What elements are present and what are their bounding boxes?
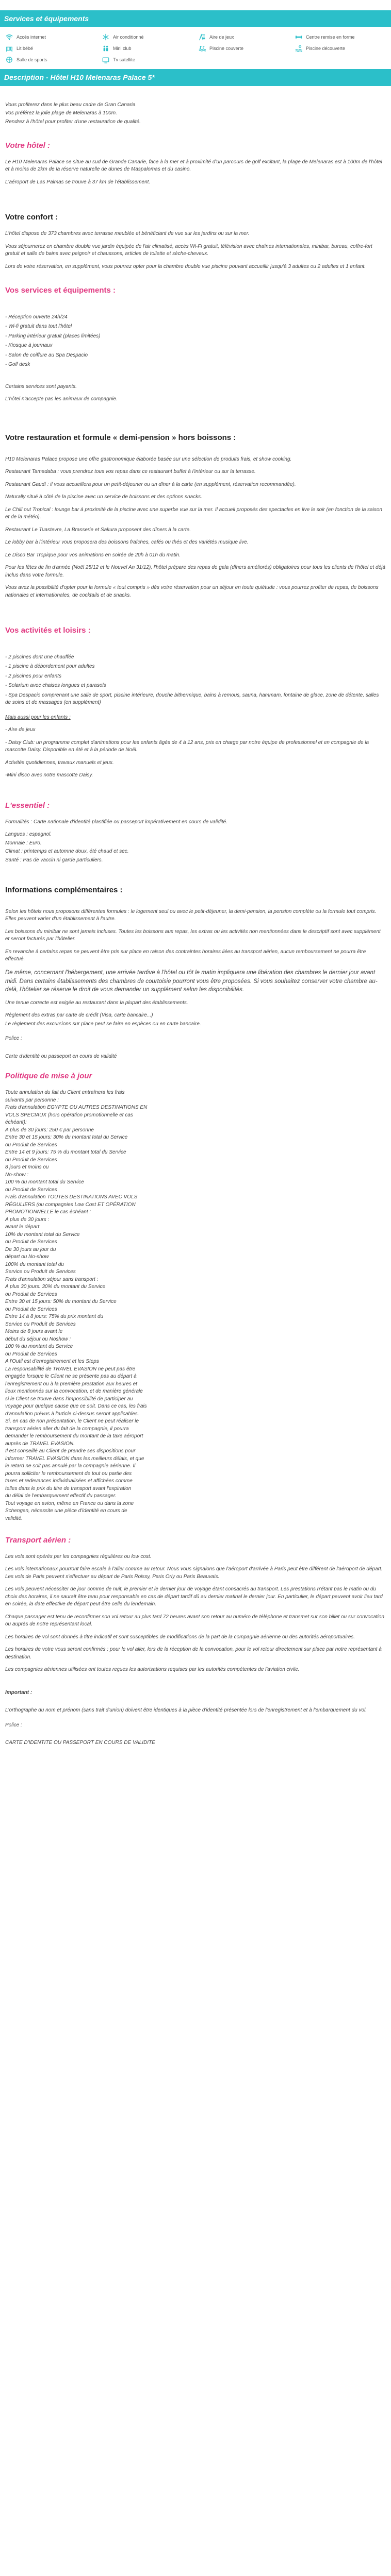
resto-text: Restaurant Tamadaba : vous prendrez tous vos repas dans ce restaurant buffet à l'intérieur ou sur la terrasse. (5, 469, 256, 475)
police-text: Carte d'identité ou passeport en cours de validité (5, 1053, 117, 1059)
important-label: Important : (5, 1689, 32, 1696)
leisure-kids-title: Mais aussi pour les enfants : (5, 714, 71, 720)
essentiel-text: Langues : espagnol. (5, 832, 52, 838)
resto-text: Le lobby bar à l'intérieur vous proposera des boissons fraîches, cafés ou thés et des variétés musique live. (5, 539, 249, 546)
service-label: Aire de jeux (209, 34, 234, 40)
cancel-line: auprès de TRAVEL EVASION. (5, 1440, 75, 1447)
list-item: - 2 piscines pour enfants (5, 673, 61, 679)
transport-text: Les compagnies aériennes utilisées ont toutes reçues les autorisations requises par les autorités compétentes de l'aviation civile. (5, 1667, 300, 1673)
police2-label: Police : (5, 1722, 22, 1728)
cancel-line: 100 % du montant du Service (5, 1344, 73, 1350)
cancel-line: A plus de 30 jours: 250 € par personne (5, 1127, 94, 1133)
list-item: - 2 piscines dont une chauffée (5, 654, 74, 660)
cancel-line: demander le remboursement du montant de la taxe aéroport (5, 1433, 143, 1439)
list-item: - Parking intérieur gratuit (places limitées) (5, 333, 101, 339)
cancel-line: Moins de 8 jours avant le (5, 1329, 63, 1335)
cancel-line: Toute annulation du fait du Client entraînera les frais (5, 1090, 125, 1096)
cancel-line: du délai de l'embarquement effectif du passager. (5, 1493, 117, 1499)
cancel-line: Si, en cas de non présentation, le Client ne peut réaliser le (5, 1418, 139, 1425)
cancel-line: Service ou Produit de Services (5, 1321, 76, 1327)
service-item (198, 33, 289, 41)
leisure-list (5, 654, 386, 707)
intro-block (5, 101, 386, 126)
leisure-kids-item: - Daisy Club: un programme complet d'animations pour les enfants âgés de 4 à 12 ans, pris en charge par notre équipe de professionnel et en compagnie de la mascotte Daisy. Disponible en été et à la période de Noël. (5, 739, 369, 753)
cancel-line: ou Produit de Services (5, 1157, 57, 1163)
info-text: Les boissons du minibar ne sont jamais incluses. Toutes les boissons aux repas, les extras ou les activités non mentionnées dans le descriptif sont avec supplément et seront facturés par l'hôtelier. (5, 928, 381, 942)
service-label: Lit bébé (17, 45, 34, 51)
info-text: En revanche à certains repas ne peuvent être pris sur place en raison des contraintes horaires liées au transport aérien, aucun remboursement ne pourra être effectué. (5, 948, 366, 962)
list-item: - Salon de coiffure au Spa Despacio (5, 352, 88, 358)
cancel-line: Frais d'annulation séjour sans transport : (5, 1276, 99, 1282)
comfort-text: L'hôtel dispose de 373 chambres avec terrasse meublée et bénéficiant de vue sur les jardins ou sur la mer. (5, 231, 250, 237)
transport-text: Chaque passager est tenu de reconfirmer son vol retour au plus tard 72 heures avant son retour au numéro de téléphone et transmet sur son billet ou sur convocation ou auprès de notre représentant local. (5, 1614, 384, 1628)
cancel-line: ou Produit de Services (5, 1351, 57, 1357)
resto-text: H10 Melenaras Palace propose une offre gastronomique élaborée basée sur une sélection de produits frais, et show cooking. (5, 456, 292, 462)
info-title: Informations complémentaires : (5, 886, 123, 895)
cancel-line: d'annulation prévus à l'article ci-dessus seront applicables. (5, 1411, 139, 1417)
transport-text: Les horaires de vol sont donnés à titre indicatif et sont susceptibles de modifications de la part de la compagnie aérienne ou des autorités aéroportuaires. (5, 1634, 355, 1640)
cancel-line: validité. (5, 1515, 23, 1521)
list-item: - Kiosque à journaux (5, 343, 53, 349)
cancel-line: pourra solliciter le remboursement de tout ou partie des (5, 1470, 132, 1477)
kids-club-icon (102, 44, 110, 53)
resto-text: Vous avez la possibilité d'opter pour la formule « tout compris » dès votre réservation pour un séjour en toute quiétude : vous pourrez profiter de repas, de boissons nationales et internationales, de cocktails et de snacks. (5, 585, 379, 598)
info-text: Règlement des extras par carte de crédit (Visa, carte bancaire...) (5, 1012, 153, 1019)
resto-text: Le Disco Bar Tropique pour vos animations en soirée de 20h à 01h du matin. (5, 552, 181, 558)
service-item (295, 33, 386, 41)
service-label: Mini club (113, 45, 132, 51)
hotel-text: L'aéroport de Las Palmas se trouve à 37 km de l'établissement. (5, 179, 151, 185)
cancel-line: Schengen, nécessite une pièce d'identité en cours de (5, 1508, 127, 1514)
pool-icon (198, 44, 206, 53)
intro-line: Vous profiterez dans le plus beau cadre de Gran Canaria (5, 101, 136, 108)
services-list (5, 314, 386, 369)
service-item (198, 44, 289, 53)
essentiel-title: L'essentiel : (5, 801, 50, 810)
cancel-line: A plus de 30 jours : (5, 1216, 50, 1223)
cancel-line: ou Produit de Services (5, 1142, 57, 1148)
description-content (0, 101, 391, 1747)
cancel-policy (5, 1089, 386, 1522)
service-label: Piscine couverte (209, 45, 244, 51)
description-header: Description - Hôtel H10 Melenaras Palace 5* (0, 69, 391, 86)
resto-text: Le Chill out Tropical : lounge bar à proximité de la piscine avec une superbe vue sur la mer. Il accueil proposés des spectacles en live le soir (en fonction de la saison et de la météo). (5, 506, 382, 520)
cancel-line: suivants par personne : (5, 1097, 59, 1103)
service-label: Salle de sports (17, 57, 47, 62)
transport-title: Transport aérien : (5, 1536, 71, 1545)
transport-text: Les vols sont opérés par les compagnies régulières ou low cost. (5, 1553, 152, 1560)
intro-line: Rendrez à l'hôtel pour profiter d'une restauration de qualité. (5, 118, 141, 125)
service-item (5, 56, 96, 64)
cancel-line: Entre 14 et 9 jours: 75 % du montant total du Service (5, 1149, 126, 1156)
list-item: - Wi-fi gratuit dans tout l'hôtel (5, 324, 72, 330)
leisure-kids-item: Activités quotidiennes, travaux manuels et jeux. (5, 759, 114, 766)
info-text: Le règlement des excursions sur place peut se faire en espèces ou en carte bancaire. (5, 1021, 201, 1027)
service-item (295, 44, 386, 53)
cancel-line: No-show : (5, 1172, 29, 1178)
service-label: Centre remise en forme (306, 34, 355, 40)
cancel-line: De 30 jours au jour du (5, 1246, 56, 1252)
sports-hall-icon (5, 56, 13, 64)
crib-icon (5, 44, 13, 53)
cancel-line: 100 % du montant total du Service (5, 1179, 84, 1185)
intro-line: Vos préférez la jolie plage de Melenaras à 100m. (5, 110, 117, 116)
info-text: Selon les hôtels nous proposons différentes formules : le logement seul ou avec le petit-déjeuner, la demi-pension, la pension complète ou la formule tout compris. Elles peuvent varier d'un établissement à l'autre. (5, 908, 377, 922)
cancel-line: A l'Outil est d'enregistrement et les Steps (5, 1359, 99, 1365)
tv-icon (102, 56, 110, 64)
list-item: - Solarium avec chaises longues et parasols (5, 683, 106, 689)
cancel-line: telles dans le prix du titre de transport avant l'expiration (5, 1485, 132, 1492)
snowflake-icon (102, 33, 110, 41)
service-label: Piscine découverte (306, 45, 346, 51)
police-label: Police : (5, 1036, 22, 1042)
comfort-title: Votre confort : (5, 213, 58, 222)
hotel-text: Le H10 Melenaras Palace se situe au sud de Grande Canarie, face à la mer et à proximité d'un parcours de golf excitant, la plage de Melenaras est à 100m de l'hôtel et à moins de 2km de la réserve naturelle de dunes de Maspalomas et du casino. (5, 159, 382, 173)
cancel-line: lieux mentionnés sur la convocation, et de manière générale (5, 1388, 143, 1395)
cancel-line: ou Produit de Services (5, 1306, 57, 1312)
resto-text: Restaurant Gaudí : il vous accueillera pour un petit-déjeuner ou un dîner à la carte (en supplément, réservation recommandée). (5, 481, 296, 487)
cancel-line: voyage pour quelque cause que ce soit. Dans ce cas, les frais (5, 1403, 147, 1410)
cancel-line: La responsabilité de TRAVEL EVASION ne peut pas être (5, 1366, 136, 1372)
police2-text: CARTE D'IDENTITE OU PASSEPORT EN COURS DE VALIDITE (5, 1740, 155, 1746)
list-item: - Spa Despacio comprenant une salle de sport, piscine intérieure, douche bithermique, bains à remous, sauna, hammam, fontaine de glace, zone de détente, salles de soins et de massages (en supplément) (5, 692, 379, 706)
essentiel-text: Climat : printemps et automne doux, été chaud et sec. (5, 849, 129, 855)
list-item: - Golf desk (5, 362, 30, 368)
resto-title: Votre restauration et formule « demi-pension » hors boissons : (5, 433, 236, 442)
cancel-line: Service ou Produit de Services (5, 1269, 76, 1275)
info-text: Une tenue correcte est exigée au restaurant dans la plupart des établissements. (5, 999, 188, 1006)
cancel-line: A plus 30 jours: 30% du montant du Service (5, 1284, 106, 1290)
leisure-title: Vos activités et loisirs : (5, 626, 91, 635)
cancel-line: échéant): (5, 1120, 27, 1126)
leisure-kids-item: -Mini disco avec notre mascotte Daisy. (5, 772, 93, 778)
comfort-text: Lors de votre réservation, en supplément, vous pourrez opter pour la chambre double vue piscine pouvant accueillir jusqu'à 3 adultes ou 2 adultes et 1 enfant. (5, 263, 366, 269)
pool-outdoor-icon (295, 44, 303, 53)
cancel-line: ou Produit de Services (5, 1187, 57, 1193)
cancel-line: Entre 30 et 15 jours: 30% du montant total du Service (5, 1134, 128, 1141)
page (0, 10, 391, 2576)
essentiel-text: Formalités : Carte nationale d'identité plastifiée ou passeport impérativement en cours de validité. (5, 819, 228, 825)
service-label: Tv satellite (113, 57, 136, 62)
playground-icon (198, 33, 206, 41)
list-item: - Réception ouverte 24h/24 (5, 314, 68, 320)
hotel-title: Votre hôtel : (5, 141, 50, 150)
cancel-line: informer TRAVEL EVASION dans les meilleurs délais, et que (5, 1455, 144, 1462)
services-note: L'hôtel n'accepte pas les animaux de compagnie. (5, 396, 118, 402)
service-item (102, 44, 193, 53)
cancel-line: VOLS SPECIAUX (hors opération promotionnelle et cas (5, 1112, 133, 1118)
essentiel-text: Santé : Pas de vaccin ni garde particuliers. (5, 857, 103, 863)
dumbbell-icon (295, 33, 303, 41)
cancel-line: Tout voyage en avion, même en France ou dans la zone (5, 1500, 134, 1506)
cancel-line: engagée lorsque le Client ne se présente pas au départ à (5, 1374, 137, 1380)
cancel-line: transport aérien aller du fait de la compagnie, il pourra (5, 1426, 129, 1432)
service-item (102, 56, 193, 64)
cancel-line: départ ou No-show (5, 1254, 49, 1260)
cancel-line: PROMOTIONNELLE le cas échéant : (5, 1209, 91, 1215)
list-item: - 1 piscine à débordement pour adultes (5, 664, 95, 670)
cancel-line: 10% du montant total du Service (5, 1231, 80, 1238)
services-grid (0, 27, 391, 69)
service-item (5, 33, 96, 41)
cancel-line: début du séjour ou Noshow : (5, 1336, 71, 1342)
important-text: L'orthographe du nom et prénom (sans trait d'union) doivent être identiques à la pièce d'identité présentée lors de l'enregistrement et à l'embarquement du vol. (5, 1707, 367, 1714)
leisure-kids-item: - Aire de jeux (5, 727, 36, 733)
resto-text: Restaurant Le Tuastevre, La Brasserie et Sakura proposent des dîners à la carte. (5, 527, 191, 533)
cancel-line: le retard ne soit pas annulé par la compagnie aérienne. Il (5, 1463, 136, 1469)
cancel-line: l'enregistrement ou à la première prestation aux heures et (5, 1381, 137, 1387)
cancel-line: Frais d'annulation TOUTES DESTINATIONS AVEC VOLS (5, 1194, 138, 1200)
services-header: Services et équipements (0, 10, 391, 27)
cancel-line: avant le départ (5, 1224, 40, 1230)
comfort-text: Vous séjournerez en chambre double vue jardin équipée de l'air climatisé, accès Wi-Fi gratuit, télévision avec chaînes internationales, minibar, bureau, coffre-fort gratuit et salle de bains avec peignoir et chaussons, articles de toilette et sèche-cheveux. (5, 243, 372, 257)
cancel-line: 8 jours et moins ou (5, 1164, 49, 1171)
services-note: Certains services sont payants. (5, 383, 77, 389)
cancel-line: Il est conseillé au Client de prendre ses dispositions pour (5, 1448, 136, 1454)
transport-text: Les horaires de votre vous seront confirmés : pour le vol aller, lors de la réception de la convocation, pour le vol retour directement sur place par notre représentant à destination. (5, 1647, 382, 1660)
cancel-title: Politique de mise à jour (5, 1072, 92, 1081)
cancel-line: Entre 30 et 15 jours: 50% du montant du Service (5, 1299, 117, 1305)
transport-text: Les vols peuvent nécessiter de jour comme de nuit, le premier et le dernier jour de voyage étant consacrés au transport. Les prestations n'étant pas le matin ou du choix des horaires, il ne saurait être tenu pour responsable en cas de départ tardif dû au dernier matinal le dernier jour. En particulier, le départ peuvent avoir lieu tard en soirée, la date effective de départ peut être celle du lendemain. (5, 1586, 383, 1607)
wifi-icon (5, 33, 13, 41)
essentiel-text: Monnaie : Euro. (5, 840, 42, 846)
resto-text: Pour les fêtes de fin d'année (Noël 25/12 et le Nouvel An 31/12), l'hôtel prépare des repas de gala (dîners améliorés) obligatoires pour tous les clients de l'hôtel et déjà inclus dans votre formule. (5, 565, 385, 578)
service-item (5, 44, 96, 53)
cancel-line: ou Produit de Services (5, 1291, 57, 1297)
services-list-title: Vos services et équipements : (5, 286, 116, 295)
resto-text: Naturally situé à côté de la piscine avec un service de boissons et des options snacks. (5, 494, 202, 500)
cancel-line: Frais d'annulation EGYPTE OU AUTRES DESTINATIONS EN (5, 1105, 148, 1111)
service-item (102, 33, 193, 41)
cancel-line: si le Client se trouve dans l'impossibilité de participer au (5, 1396, 133, 1402)
cancel-line: 100% du montant total du (5, 1261, 64, 1267)
service-label: Accès internet (17, 34, 46, 40)
cancel-line: ou Produit de Services (5, 1239, 57, 1245)
cancel-line: taxes et redevances individualisées et affichées comme (5, 1478, 133, 1484)
transport-text: Les vols internationaux pourront faire escale à l'aller comme au retour. Nous vous signalons que l'aéroport d'arrivée à Paris peut être différent de l'aéroport de départ. Les vols de Paris peuvent s'effectuer au départ de Paris Roissy, Paris Orly ou Paris Beauvais. (5, 1566, 383, 1580)
cancel-line: RÉGULIERS (ou compagnies Low Cost ET OPÉRATION (5, 1201, 136, 1208)
info-text: De même, concernant l'hébergement, une arrivée tardive à l'hôtel ou tôt le matin impliquera une libération des chambres le dernier jour avant midi. Dans certains établissements des chambres de courtoisie pourront vous être proposées. Si vous souhaitez conserver votre chambre au-delà, l'hôtelier se réserve le droit de vous demander un supplément selon les disponibilités. (5, 969, 378, 993)
cancel-line: Entre 14 à 8 jours: 75% du prix montant du (5, 1314, 104, 1320)
service-label: Air conditionné (113, 34, 144, 40)
